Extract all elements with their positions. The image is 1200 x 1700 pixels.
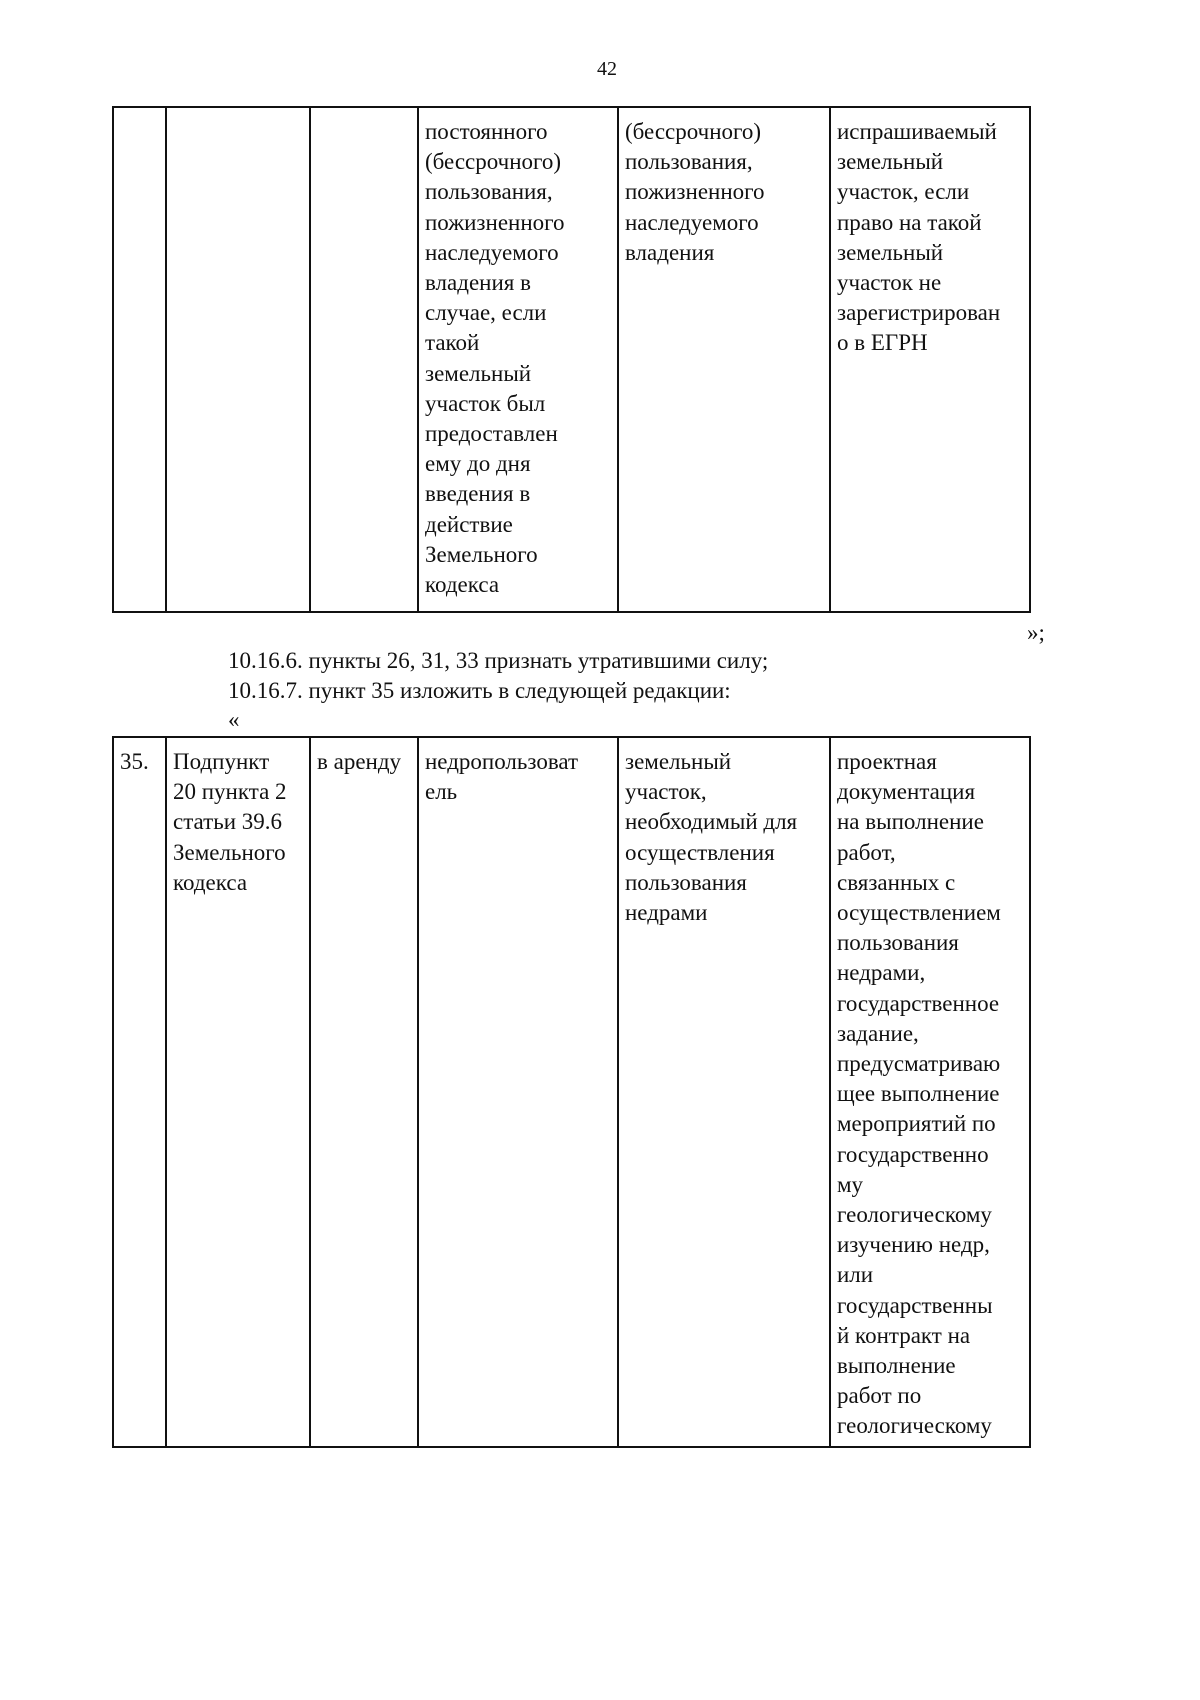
cell-text-line: пользования bbox=[625, 869, 747, 895]
table-item-35 bbox=[112, 736, 1031, 1448]
cell-text-line: му bbox=[837, 1171, 864, 1197]
cell-text-line: право на такой bbox=[837, 209, 982, 235]
cell-text-line: недрами bbox=[625, 900, 708, 926]
cell-text-line: недропользоват bbox=[425, 749, 579, 774]
cell-text-line: мероприятий по bbox=[837, 1111, 996, 1137]
cell-text-line: проектная bbox=[837, 749, 937, 774]
cell-text-line: государственно bbox=[837, 1141, 989, 1167]
cell-text-line: ему до дня bbox=[425, 451, 531, 477]
cell-text-line: документация bbox=[837, 779, 976, 805]
cell-text-line: зарегистрирован bbox=[837, 300, 1001, 326]
cell-text-line: случае, если bbox=[425, 300, 547, 326]
cell-text-line: государственны bbox=[837, 1292, 993, 1318]
table-fragment-top bbox=[112, 106, 1031, 613]
cell-text-line: предусматриваю bbox=[837, 1051, 1001, 1077]
cell-text-line: осуществлением bbox=[837, 900, 1001, 926]
cell-text-line: задание, bbox=[837, 1020, 919, 1046]
cell-text-line: земельный bbox=[425, 360, 532, 386]
cell-text-line: щее выполнение bbox=[837, 1081, 1000, 1107]
cell-text-line: наследуемого bbox=[625, 209, 759, 235]
cell-text-line: государственное bbox=[837, 990, 1000, 1016]
cell-text-line: 35. bbox=[120, 749, 149, 774]
cell-text-line: пожизненного bbox=[425, 209, 565, 235]
cell-text-line: или bbox=[837, 1262, 874, 1288]
cell-text-line: работ, bbox=[837, 839, 896, 865]
cell-text-line: ель bbox=[425, 779, 458, 805]
cell-text-line: Земельного bbox=[425, 541, 538, 567]
cell-legal-basis bbox=[166, 737, 310, 1447]
cell-text-line: кодекса bbox=[425, 572, 500, 598]
cell-text-line: пользования, bbox=[425, 179, 553, 205]
cell-text-line: необходимый для bbox=[625, 809, 798, 835]
cell-text-line: постоянного bbox=[425, 119, 548, 144]
cell-text-line: 20 пункта 2 bbox=[173, 779, 287, 805]
cell-text-line: осуществления bbox=[625, 839, 775, 865]
cell-text-line: пользования bbox=[837, 930, 959, 956]
cell-text-line: геологическому bbox=[837, 1202, 992, 1228]
cell-documents bbox=[830, 737, 1030, 1447]
cell-text-line: (бессрочного) bbox=[625, 119, 762, 144]
cell-text-line: земельный bbox=[837, 149, 944, 175]
cell-right-type bbox=[310, 107, 418, 612]
cell-text-line: земельный bbox=[625, 749, 732, 774]
cell-text-line: наследуемого bbox=[425, 239, 559, 265]
cell-applicant bbox=[418, 107, 618, 612]
cell-text-line: работ по bbox=[837, 1383, 922, 1409]
paragraph-10-16-7: 10.16.7. пункт 35 изложить в следующей редакции: bbox=[228, 678, 731, 703]
table-row bbox=[113, 107, 1030, 612]
page-number: 42 bbox=[597, 58, 617, 80]
cell-text-line: изучению недр, bbox=[837, 1232, 990, 1258]
cell-text-line: действие bbox=[425, 511, 513, 537]
cell-documents bbox=[830, 107, 1030, 612]
cell-text-line: пожизненного bbox=[625, 179, 765, 205]
cell-text-line: в аренду bbox=[317, 749, 402, 774]
cell-text-line: владения bbox=[625, 239, 715, 265]
cell-text-line: статьи 39.6 bbox=[173, 809, 283, 835]
cell-text-line: участок был bbox=[425, 390, 546, 416]
cell-text-line: связанных с bbox=[837, 869, 956, 895]
cell-text-line: такой bbox=[425, 330, 480, 356]
table-row bbox=[113, 737, 1030, 1447]
cell-text-line: Земельного bbox=[173, 839, 286, 865]
cell-text-line: пользования, bbox=[625, 149, 753, 175]
cell-applicant bbox=[418, 737, 618, 1447]
cell-text-line: участок, если bbox=[837, 179, 970, 205]
cell-text-line: выполнение bbox=[837, 1353, 956, 1379]
paragraph-10-16-6: 10.16.6. пункты 26, 31, 33 признать утратившими силу; bbox=[228, 648, 769, 673]
cell-text-line: о в ЕГРН bbox=[837, 330, 928, 356]
cell-text-line: участок, bbox=[625, 779, 707, 805]
opening-quote: « bbox=[228, 707, 240, 732]
cell-text-line: введения в bbox=[425, 481, 531, 507]
cell-text-line: участок не bbox=[837, 270, 942, 296]
cell-land-plot bbox=[618, 107, 830, 612]
cell-text-line: геологическому bbox=[837, 1413, 992, 1439]
cell-text-line: Подпункт bbox=[173, 749, 270, 774]
cell-text-line: предоставлен bbox=[425, 421, 558, 447]
cell-text-line: испрашиваемый bbox=[837, 119, 997, 144]
cell-text-line: владения в bbox=[425, 270, 531, 296]
cell-number bbox=[113, 107, 166, 612]
cell-text-line: кодекса bbox=[173, 869, 248, 895]
cell-number bbox=[113, 737, 166, 1447]
cell-text-line: земельный bbox=[837, 239, 944, 265]
cell-legal-basis bbox=[166, 107, 310, 612]
cell-text-line: недрами, bbox=[837, 960, 926, 986]
cell-text-line: на выполнение bbox=[837, 809, 984, 835]
closing-quote: »; bbox=[1027, 620, 1045, 645]
cell-text-line: й контракт на bbox=[837, 1322, 971, 1348]
cell-text-line: (бессрочного) bbox=[425, 149, 562, 175]
cell-right-type bbox=[310, 737, 418, 1447]
cell-land-plot bbox=[618, 737, 830, 1447]
